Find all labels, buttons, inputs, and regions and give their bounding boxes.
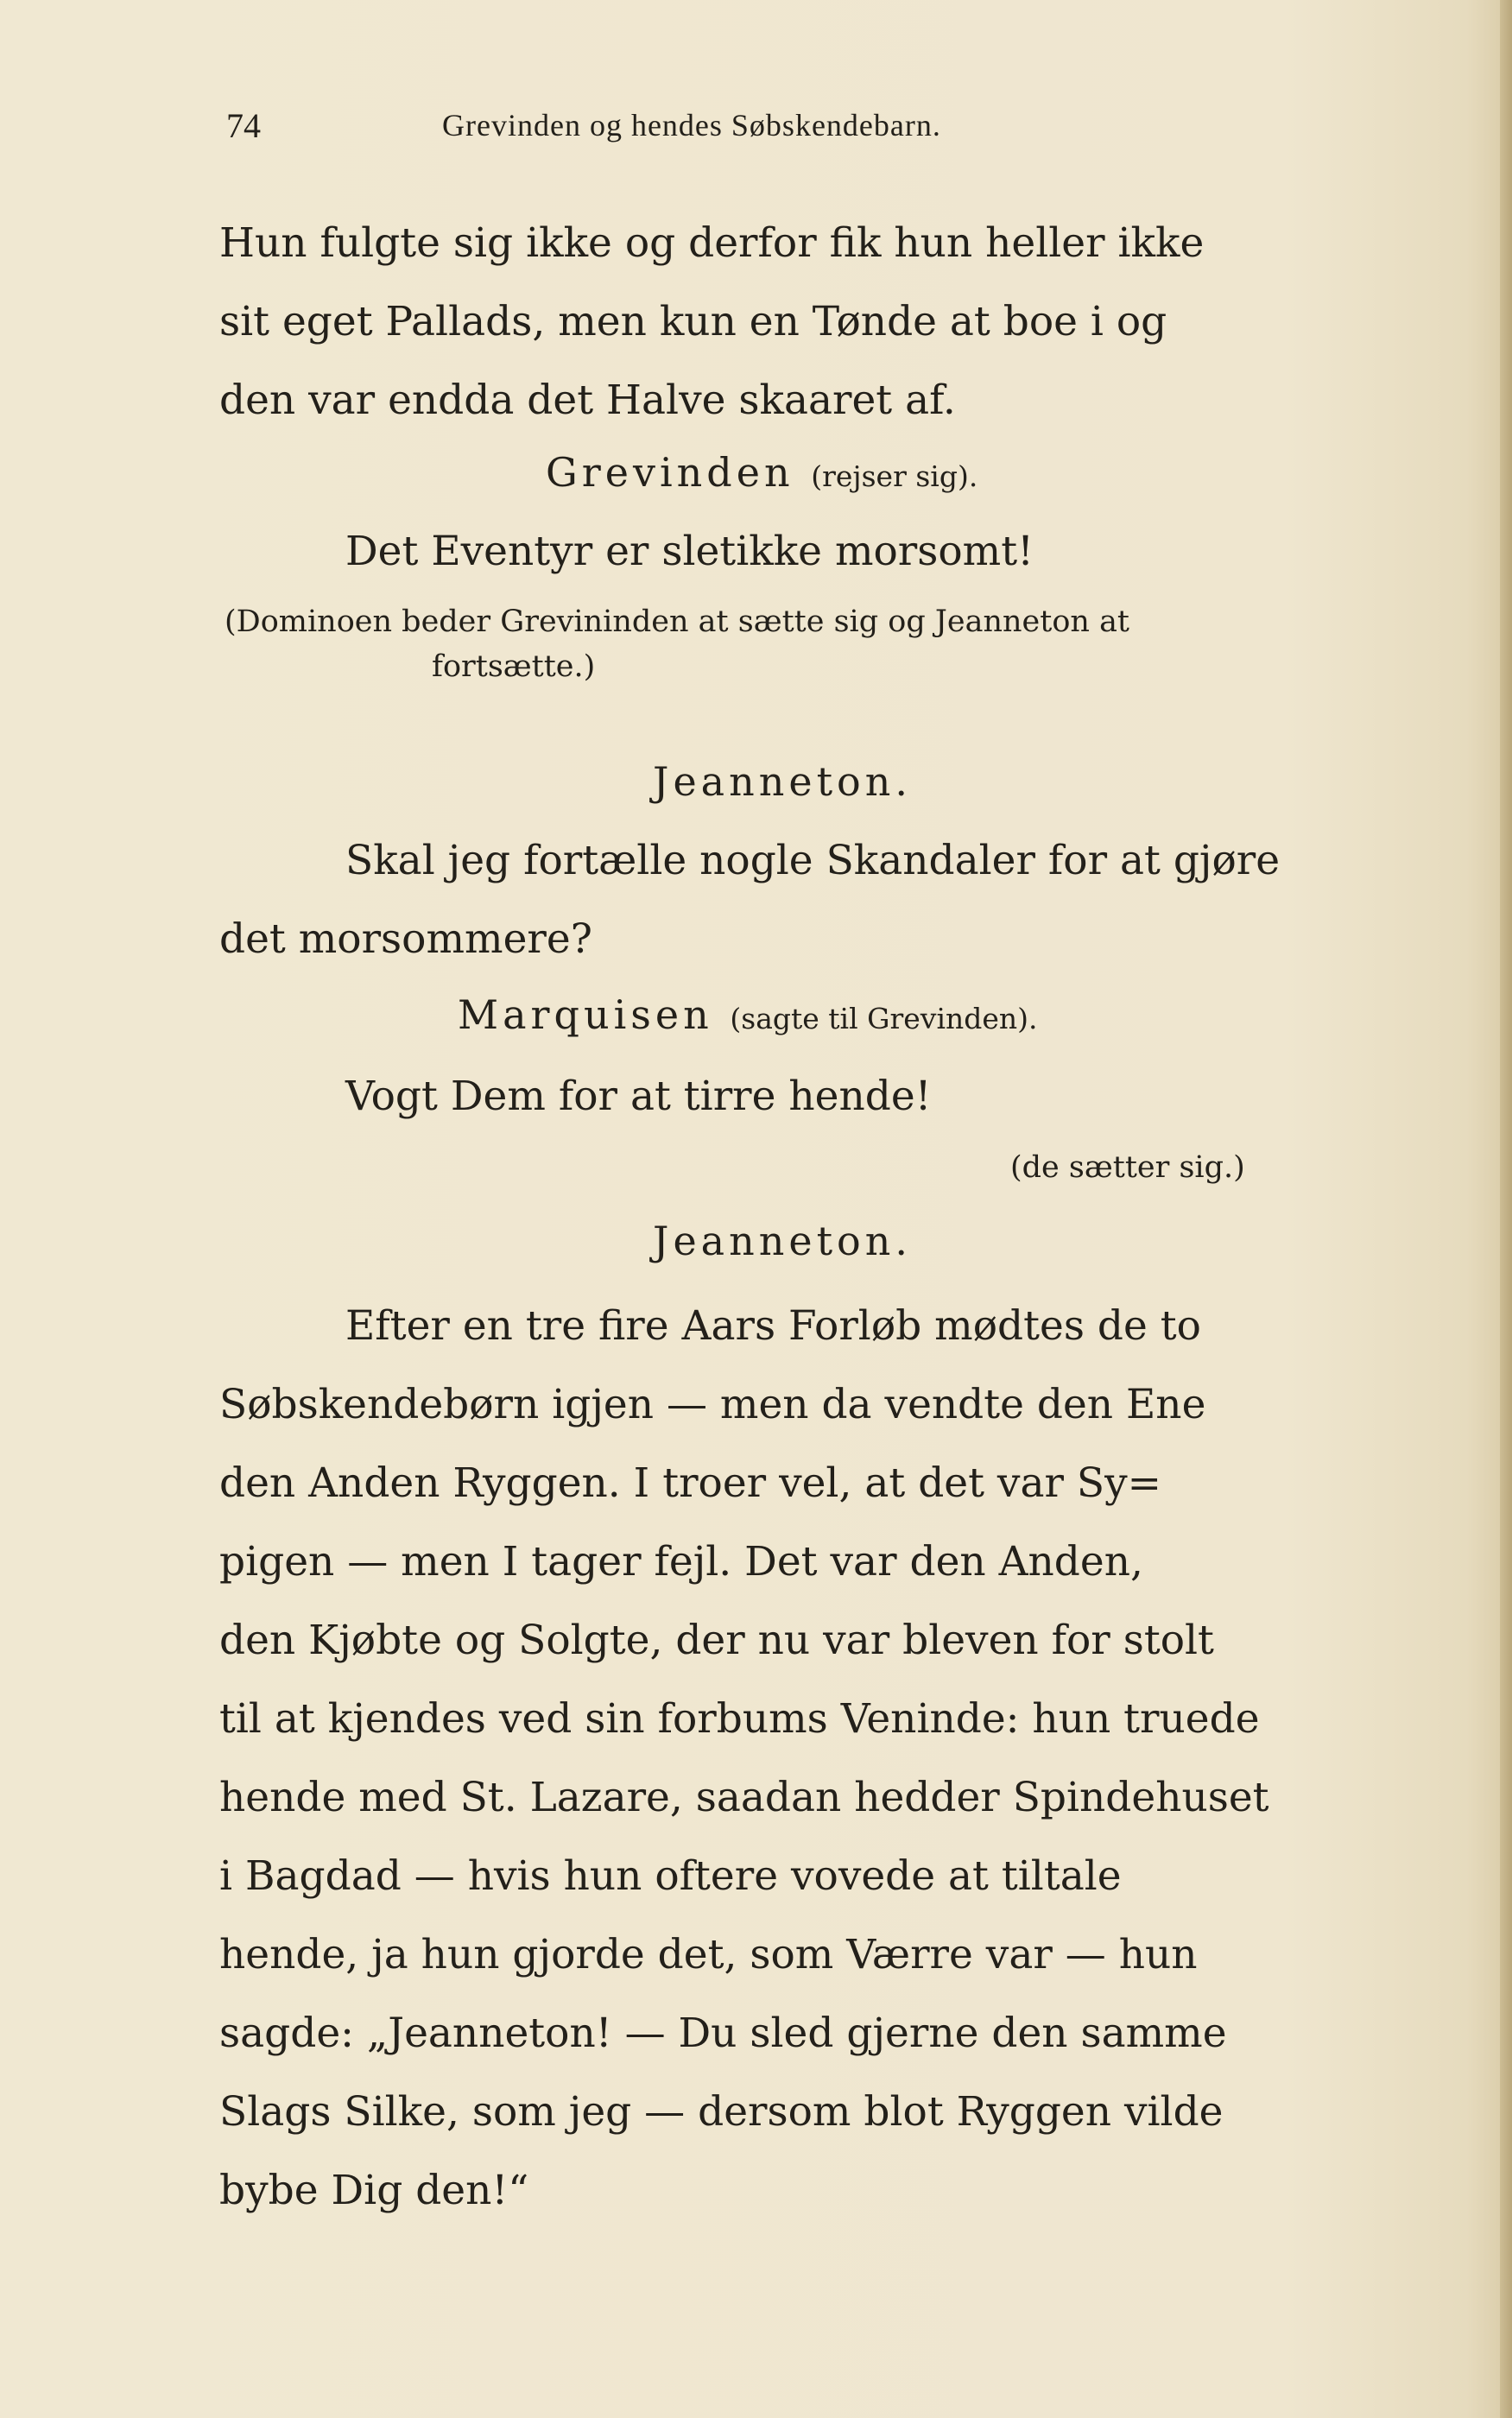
text-line: Søbskendebørn igjen — men da vendte den Ene [219,1381,1206,1428]
speaker-heading [546,449,977,496]
text-line: den Kjøbte og Solgte, der nu var bleven for stolt [219,1617,1214,1664]
speaker-heading [458,991,1038,1038]
page-number: 74 [226,106,261,145]
speaker-name: Jeanneton. [653,1218,912,1264]
text-line: den Anden Ryggen. I troer vel, at det var Sy= [219,1459,1162,1507]
stage-direction: (sagte til Grevinden). [730,1002,1038,1035]
speaker-name: Grevinden [546,449,794,496]
running-title: Grevinden og hendes Søbskendebarn. [442,108,941,142]
stage-line: (Dominoen beder Grevininden at sætte sig og Jeanneton at [225,604,1130,639]
speaker-name: Marquisen [458,991,713,1038]
paragraph-3 [219,1287,1376,2230]
text-line: sagde: „Jeanneton! — Du sled gjerne den samme [219,2010,1227,2057]
stage-direction-block [225,604,1129,684]
dialogue-line: Det Eventyr er sletikke morsomt! [345,528,1034,575]
text-line: det morsommere? [219,915,592,963]
text-line: den var endda det Halve skaaret af. [219,377,956,424]
text-line: Slags Silke, som jeg — dersom blot Ryggen vilde [219,2088,1224,2136]
text-line: Hun fulgte sig ikke og derfor fik hun heller ikke [219,219,1205,267]
text-line: hende med St. Lazare, saadan hedder Spindehuset [219,1774,1269,1821]
stage-line: fortsætte.) [432,649,596,684]
text-line: hende, ja hun gjorde det, som Værre var — hun [219,1931,1198,1978]
text-line: til at kjendes ved sin forbums Veninde: hun truede [219,1695,1260,1743]
dialogue-line: Vogt Dem for at tirre hende! [345,1073,932,1120]
text-line: bybe Dig den!“ [219,2167,529,2214]
page-edge [1500,0,1512,2418]
stage-direction: (de sætter sig.) [1010,1150,1245,1185]
speaker-name: Jeanneton. [653,758,912,805]
paragraph-1 [219,204,1376,440]
text-line: Efter en tre fire Aars Forløb mødtes de to [345,1302,1201,1350]
stage-direction: (rejser sig). [811,459,978,493]
paragraph-2 [219,821,1376,978]
text-line: Skal jeg fortælle nogle Skandaler for at gjøre [345,837,1281,884]
text-line: sit eget Pallads, men kun en Tønde at boe i og [219,298,1167,345]
page-header [226,105,1332,157]
text-line: pigen — men I tager fejl. Det var den Anden, [219,1538,1143,1586]
text-line: i Bagdad — hvis hun oftere vovede at tiltale [219,1852,1122,1900]
